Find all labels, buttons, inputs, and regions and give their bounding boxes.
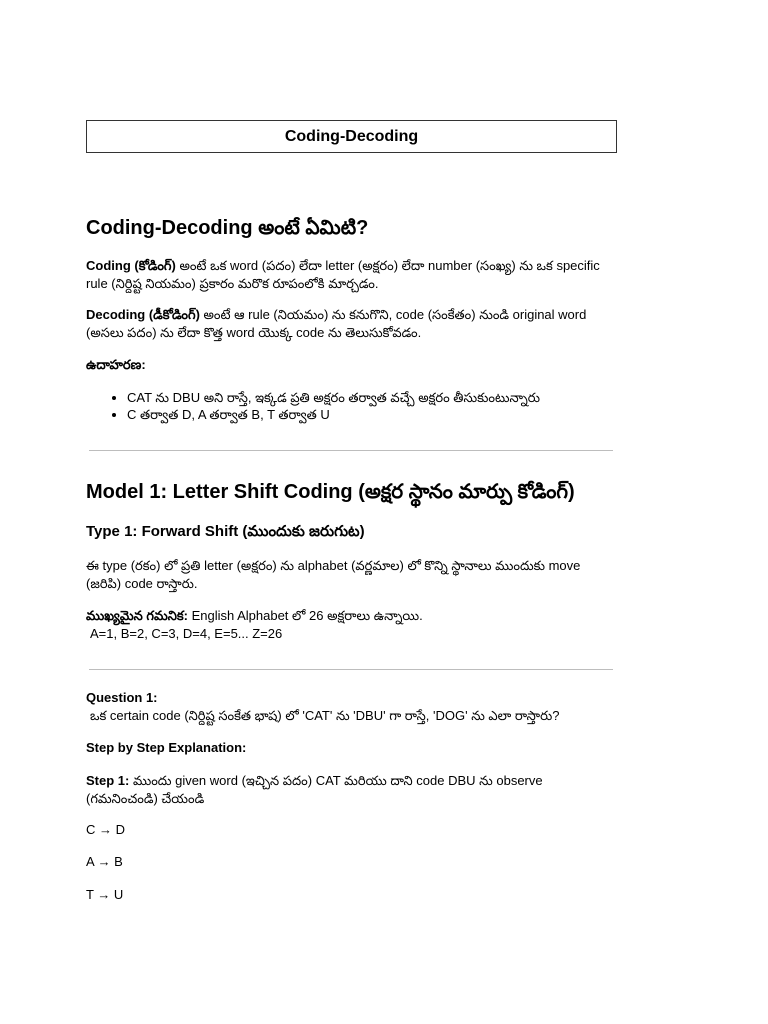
section-divider [89, 669, 613, 670]
section-divider [89, 450, 613, 451]
note-label: ముఖ్యమైన గమనిక: [86, 608, 188, 623]
example-bullet-list [86, 389, 618, 423]
decoding-term: Decoding (డీకోడింగ్) [86, 307, 200, 322]
list-item: • CAT ను DBU అని రాస్తే, ఇక్కడ ప్రతి అక్షరం తర్వాత వచ్చే అక్షరం తీసుకుంటున్నారు [127, 389, 618, 406]
step-text: ముందు given word (ఇచ్చిన పదం) CAT మరియు దాని code DBU ను observe (గమనించండి) చేయండి [86, 773, 543, 806]
section-heading-intro: Coding-Decoding అంటే ఏమిటి? [86, 217, 369, 239]
question-text: ఒక certain code (నిర్దిష్ట సంకేత భాష) లో 'CAT' ను 'DBU' గా రాస్తే, 'DOG' ను ఎలా రాస్తారు? [90, 708, 560, 723]
letter-mapping: T → U [86, 887, 124, 902]
list-item: • C తర్వాత D, A తర్వాత B, T తర్వాత U [127, 406, 618, 423]
letter-mapping: C → D [86, 822, 125, 837]
decoding-definition [86, 306, 618, 342]
example-label: ఉదాహరణ: [86, 357, 146, 372]
explanation-heading: Step by Step Explanation: [86, 740, 247, 755]
question-1 [86, 689, 618, 725]
section-heading-model1: Model 1: Letter Shift Coding (అక్షర స్థానం మార్పు కోడింగ్) [86, 481, 575, 503]
important-note [86, 607, 618, 643]
subheading-type1: Type 1: Forward Shift (ముందుకు జరుగుట) [86, 523, 365, 540]
step-1 [86, 772, 618, 808]
coding-text: అంటే ఒక word (పదం) లేదా letter (అక్షరం) లేదా number (సంఖ్య) ను ఒక specific rule (నిర్దిష్ట నియమం) ప్రకారం మరొక రూపంలోకి మార్చడం. [86, 258, 600, 291]
document-content [86, 0, 618, 904]
alphabet-values: A=1, B=2, C=3, D=4, E=5... Z=26 [90, 626, 283, 641]
title-text: Coding-Decoding [284, 128, 419, 145]
title-box [86, 120, 617, 153]
step-label: Step 1: [86, 773, 130, 788]
note-text: English Alphabet లో 26 అక్షరాలు ఉన్నాయి. [187, 608, 423, 623]
decoding-text: అంటే ఆ rule (నియమం) ను కనుగొని, code (సంకేతం) నుండి original word (అసలు పదం) ను లేదా కొత్త word యొక్క code ను తెలుసుకోవడం. [86, 307, 587, 340]
type1-description: ఈ type (రకం) లో ప్రతి letter (అక్షరం) ను alphabet (వర్ణమాల) లో కొన్ని స్థానాలు ముందుకు move (జరిపి) code రాస్తారు. [86, 558, 581, 591]
question-label: Question 1: [86, 690, 158, 705]
coding-term: Coding (కోడింగ్) [86, 258, 176, 273]
letter-mapping: A → B [86, 854, 123, 869]
coding-definition [86, 257, 618, 293]
